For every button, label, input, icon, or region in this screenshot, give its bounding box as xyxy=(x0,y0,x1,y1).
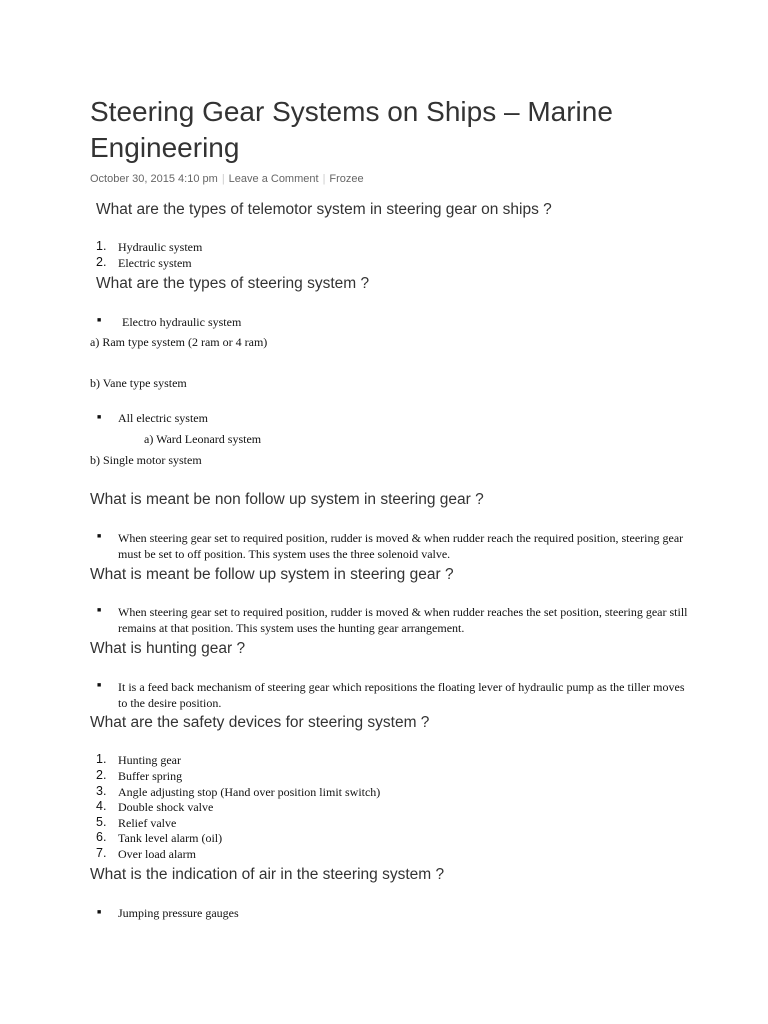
meta-separator: | xyxy=(322,173,326,185)
question-heading: What is meant be follow up system in steering gear ? xyxy=(90,566,454,583)
list-item: Electro hydraulic system xyxy=(122,315,242,329)
list-item: Double shock valve xyxy=(118,800,214,814)
list-item: Angle adjusting stop (Hand over position limit switch) xyxy=(118,785,381,799)
bullet-paragraph: When steering gear set to required position, rudder is moved & when rudder reaches the set position, steering gear still remains at that position. This system uses the hunting gear arrangement. xyxy=(118,605,688,635)
list-number: 7. xyxy=(96,846,107,860)
list-number: 5. xyxy=(96,815,107,829)
bullet-icon: ■ xyxy=(97,414,102,421)
author-link[interactable]: Frozee xyxy=(329,173,364,185)
bullet-icon: ■ xyxy=(97,317,102,324)
bullet-icon: ■ xyxy=(97,607,102,614)
question-heading: What are the types of telemotor system in steering gear on ships ? xyxy=(96,201,552,218)
bullet-paragraph: When steering gear set to required position, rudder is moved & when rudder reach the required position, steering gear must be set to off position. This system uses the three solenoid valve. xyxy=(118,531,684,561)
list-number: 1. xyxy=(96,239,107,253)
list-number: 3. xyxy=(96,784,107,798)
leave-comment-link[interactable]: Leave a Comment xyxy=(228,173,319,185)
question-heading: What is the indication of air in the steering system ? xyxy=(90,866,445,883)
question-heading: What are the types of steering system ? xyxy=(96,275,370,292)
sub-item: a) Ram type system (2 ram or 4 ram) xyxy=(90,335,268,349)
bullet-icon: ■ xyxy=(97,682,102,689)
list-item: Buffer spring xyxy=(118,769,183,783)
list-item: Electric system xyxy=(118,256,192,270)
list-item: Jumping pressure gauges xyxy=(118,906,239,920)
list-item: Relief valve xyxy=(118,816,177,830)
bullet-icon: ■ xyxy=(97,533,102,540)
sub-item: a) Ward Leonard system xyxy=(144,432,262,446)
list-item: Hydraulic system xyxy=(118,240,203,254)
list-item: All electric system xyxy=(118,411,208,425)
list-number: 2. xyxy=(96,255,107,269)
article-meta xyxy=(90,173,364,185)
list-item: Over load alarm xyxy=(118,847,196,861)
list-item: Hunting gear xyxy=(118,753,181,767)
meta-separator: | xyxy=(221,173,225,185)
bullet-icon: ■ xyxy=(97,909,102,916)
article-title: Steering Gear Systems on Ships – Marine Engineering xyxy=(90,96,613,163)
post-date: October 30, 2015 4:10 pm xyxy=(90,173,218,185)
question-heading: What are the safety devices for steering system ? xyxy=(90,714,430,731)
list-number: 2. xyxy=(96,768,107,782)
list-number: 1. xyxy=(96,752,107,766)
list-number: 6. xyxy=(96,830,107,844)
sub-item: b) Single motor system xyxy=(90,453,202,467)
bullet-paragraph: It is a feed back mechanism of steering gear which repositions the floating lever of hydraulic pump as the tiller moves to the desire position. xyxy=(118,680,685,710)
question-heading: What is meant be non follow up system in steering gear ? xyxy=(90,491,484,508)
list-item: Tank level alarm (oil) xyxy=(118,831,223,845)
list-number: 4. xyxy=(96,799,107,813)
question-heading: What is hunting gear ? xyxy=(90,640,246,657)
sub-item: b) Vane type system xyxy=(90,376,187,390)
